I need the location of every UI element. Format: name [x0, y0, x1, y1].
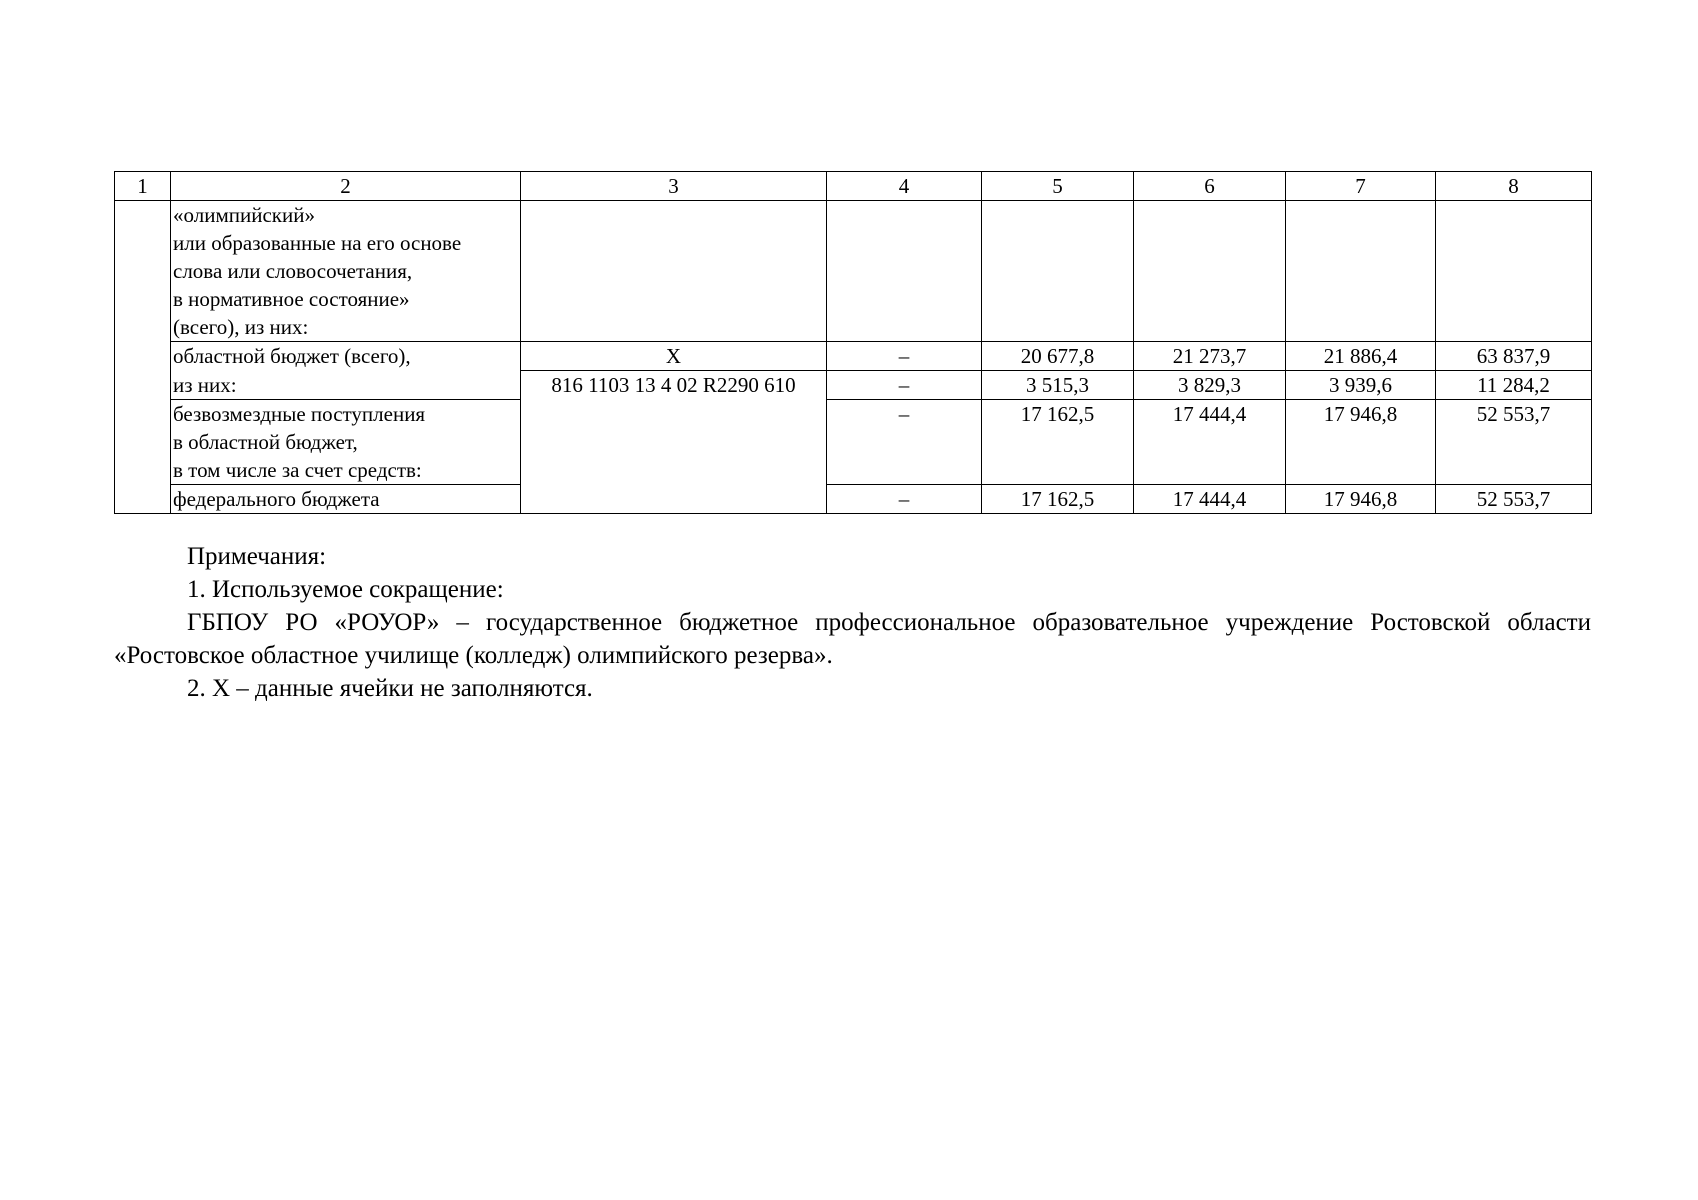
empty-cell	[1134, 201, 1286, 342]
description-cell	[171, 400, 521, 485]
abbreviation-definition: ГБПОУ РО «РОУОР» – государственное бюджетное профессиональное образовательное учреждение Ростовской области «Ростовское областное училище (колледж) олимпийского резерва».	[114, 609, 1591, 669]
value-cell: 17 946,8	[1286, 400, 1436, 485]
header-cell: 7	[1286, 172, 1436, 201]
value-cell: 17 162,5	[982, 400, 1134, 485]
description-line: или образованные на его основе	[173, 231, 462, 255]
value-cell: 63 837,9	[1436, 342, 1592, 371]
empty-cell	[521, 201, 827, 342]
value-cell: –	[827, 400, 982, 485]
value-cell: –	[827, 485, 982, 514]
table-row	[115, 201, 1592, 342]
value-cell: 3 515,3	[982, 371, 1134, 400]
notes-section	[114, 540, 1591, 705]
value-cell: 11 284,2	[1436, 371, 1592, 400]
table-row	[115, 342, 1592, 371]
notes-title: Примечания:	[187, 543, 327, 570]
empty-cell	[1436, 201, 1592, 342]
note-item-2: 2. X – данные ячейки не заполняются.	[187, 675, 593, 702]
description-cell: из них:	[171, 371, 521, 400]
empty-cell	[982, 201, 1134, 342]
table-header-row	[115, 172, 1592, 201]
empty-cell	[827, 201, 982, 342]
description-cell	[171, 201, 521, 342]
empty-cell	[1286, 201, 1436, 342]
value-cell: 17 162,5	[982, 485, 1134, 514]
value-cell: 17 946,8	[1286, 485, 1436, 514]
description-line: безвозмездные поступления	[173, 402, 426, 426]
value-cell: 17 444,4	[1134, 485, 1286, 514]
row-number-cell	[115, 201, 171, 514]
value-cell: –	[827, 371, 982, 400]
description-line: слова или словосочетания,	[173, 259, 413, 283]
description-line: в нормативное состояние»	[173, 287, 410, 311]
value-cell: –	[827, 342, 982, 371]
header-cell: 6	[1134, 172, 1286, 201]
value-cell: 3 939,6	[1286, 371, 1436, 400]
value-cell: 17 444,4	[1134, 400, 1286, 485]
table-row	[115, 485, 1592, 514]
value-cell: 21 886,4	[1286, 342, 1436, 371]
description-cell: областной бюджет (всего),	[171, 342, 521, 371]
budget-code-cell: 816 1103 13 4 02 R2290 610	[521, 371, 827, 514]
value-cell: 21 273,7	[1134, 342, 1286, 371]
header-cell: 2	[171, 172, 521, 201]
header-cell: 1	[115, 172, 171, 201]
header-cell: 5	[982, 172, 1134, 201]
header-cell: 8	[1436, 172, 1592, 201]
value-cell: 52 553,7	[1436, 400, 1592, 485]
table-row	[115, 371, 1592, 400]
value-cell: 3 829,3	[1134, 371, 1286, 400]
value-cell: 20 677,8	[982, 342, 1134, 371]
note-item-1: 1. Используемое сокращение:	[187, 576, 504, 603]
description-cell: федерального бюджета	[171, 485, 521, 514]
budget-code-cell: X	[521, 342, 827, 371]
header-cell: 4	[827, 172, 982, 201]
table-row	[115, 400, 1592, 485]
description-line: в том числе за счет средств:	[173, 458, 422, 482]
description-line: в областной бюджет,	[173, 430, 358, 454]
description-line: (всего), из них:	[173, 315, 309, 339]
value-cell: 52 553,7	[1436, 485, 1592, 514]
budget-table	[114, 171, 1592, 514]
description-line: «олимпийский»	[173, 203, 315, 227]
header-cell: 3	[521, 172, 827, 201]
